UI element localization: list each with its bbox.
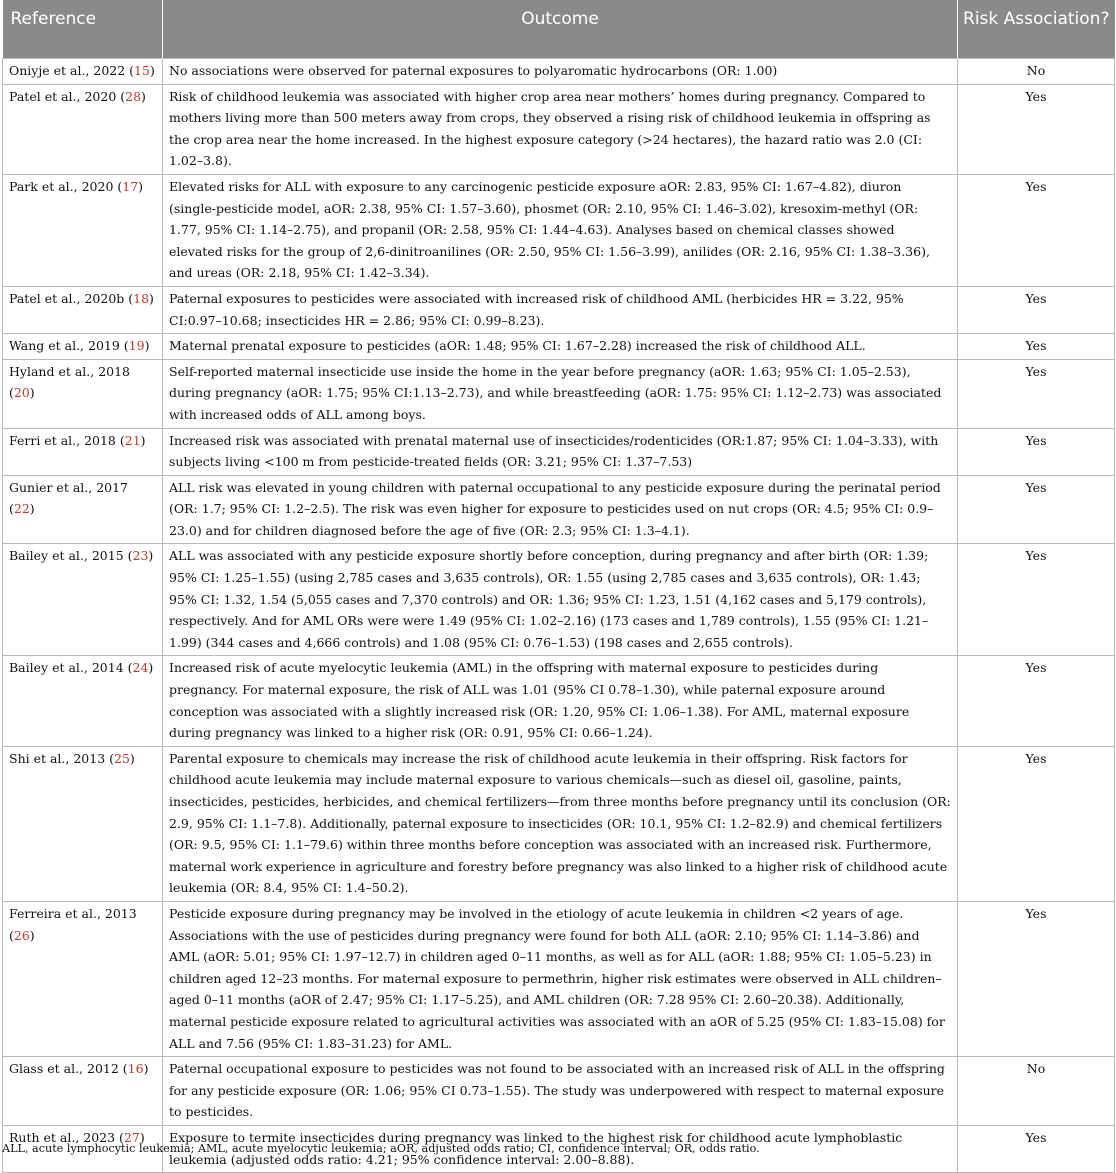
citation-link[interactable]: 17 (122, 178, 139, 194)
reference-cell (3, 746, 163, 901)
table-row (3, 334, 1115, 360)
citation-link[interactable]: 21 (124, 432, 141, 448)
table-row (3, 174, 1115, 286)
citation-link[interactable]: 15 (134, 63, 150, 78)
reference-close: ) (29, 927, 35, 943)
reference-close: ) (139, 1129, 145, 1145)
table-row (3, 656, 1115, 746)
outcome-cell: Paternal exposures to pesticides were associated with increased risk of childhood AML (herbicides HR = 3.22, 95% CI:0.97–10.68; insecticides HR = 2.86; 95% CI: 0.99–8.23). (163, 286, 958, 333)
outcome-cell: Pesticide exposure during pregnancy may be involved in the etiology of acute leukemia in children <2 years of age. Associations with the use of pesticides during pregnancy were found for both ALL (aOR: 2.10; 95% CI: 1.14–3.86) and AML (aOR: 5.01; 95% CI: 1.97–12.7) in children aged 0–11 months, as well as for ALL (aOR: 1.88; 95% CI: 1.05–5.23) in children aged 12–23 months. For maternal exposure to permethrin, higher risk estimates were observed in ALL children–aged 0–11 months (aOR of 2.47; 95% CI: 1.17–5.25), and AML children (OR: 7.28 95% CI: 2.60–20.38). Additionally, maternal pesticide exposure related to agricultural activities was associated with an aOR of 5.25 (95% CI: 1.83–15.08) for ALL and 7.56 (95% CI: 1.83–31.23) for AML. (163, 901, 958, 1056)
reference-close: ) (149, 63, 155, 78)
reference-cell (3, 286, 163, 333)
table-footnote: ALL, acute lymphocytic leukemia; AML, acute myelocytic leukemia; aOR, adjusted odds ratio; CI, confidence interval; OR, odds ratio. (2, 1142, 760, 1155)
reference-close: ) (143, 1061, 149, 1077)
reference-text: Patel et al., 2020b ( (9, 290, 134, 306)
header-row (3, 0, 1115, 59)
reference-text: Shi et al., 2013 ( (9, 750, 115, 766)
citation-link[interactable]: 24 (132, 660, 149, 676)
reference-close: ) (141, 88, 146, 104)
reference-close: ) (129, 750, 135, 766)
reference-cell (3, 84, 163, 174)
outcome-cell: Maternal prenatal exposure to pesticides (aOR: 1.48; 95% CI: 1.67–2.28) increased the risk of childhood ALL. (163, 334, 958, 360)
reference-cell (3, 428, 163, 475)
citation-link[interactable]: 19 (128, 338, 145, 354)
table-row (3, 544, 1115, 656)
reference-text: Ferreira et al., 2013 ( (9, 905, 137, 943)
reference-close: ) (148, 548, 154, 564)
reference-text: Wang et al., 2019 ( (9, 338, 129, 354)
reference-close: ) (144, 338, 150, 354)
reference-cell (3, 59, 163, 85)
outcome-cell: Paternal occupational exposure to pesticides was not found to be associated with an increased risk of ALL in the offspring for any pesticide exposure (OR: 1.06; 95% CI 0.73–1.55). The study was underpowered with respect to maternal exposure to pesticides. (163, 1057, 958, 1126)
reference-cell (3, 544, 163, 656)
reference-text: Ruth et al., 2023 ( (9, 1129, 124, 1145)
citation-link[interactable]: 18 (133, 290, 150, 306)
risk-cell: Yes (958, 656, 1115, 746)
table-row (3, 84, 1115, 174)
risk-cell: Yes (958, 544, 1115, 656)
reference-text: Hyland et al., 2018 ( (9, 363, 131, 401)
table-row (3, 428, 1115, 475)
results-table (2, 0, 1115, 1173)
reference-close: ) (29, 501, 35, 517)
citation-link[interactable]: 16 (127, 1061, 144, 1077)
header-risk-association: Risk Association? (958, 0, 1115, 59)
risk-cell: Yes (958, 901, 1115, 1056)
reference-cell (3, 901, 163, 1056)
table-row (3, 286, 1115, 333)
reference-text: Bailey et al., 2014 ( (9, 660, 133, 676)
risk-cell: Yes (958, 746, 1115, 901)
reference-text: Bailey et al., 2015 ( (9, 548, 133, 564)
citation-link[interactable]: 27 (123, 1129, 140, 1145)
risk-cell: Yes (958, 1125, 1115, 1172)
citation-link[interactable]: 26 (13, 927, 30, 943)
reference-cell (3, 1057, 163, 1126)
outcome-cell: No associations were observed for paternal exposures to polyaromatic hydrocarbons (OR: 1.00) (163, 59, 958, 85)
citation-link[interactable]: 20 (13, 385, 30, 401)
outcome-cell: Risk of childhood leukemia was associated with higher crop area near mothers’ homes during pregnancy. Compared to mothers living more than 500 meters away from crops, they observed a rising risk of childhood leukemia in offspring as the crop area near the home increased. In the highest exposure category (>24 hectares), the hazard ratio was 2.0 (CI: 1.02–3.8). (163, 84, 958, 174)
outcome-cell: Exposure to termite insecticides during pregnancy was linked to the highest risk for childhood acute lymphoblastic leukemia (adjusted odds ratio: 4.21; 95% confidence interval: 2.00–8.88). (163, 1125, 958, 1172)
risk-cell: Yes (958, 359, 1115, 428)
table-row (3, 901, 1115, 1056)
citation-link[interactable]: 28 (125, 88, 142, 104)
table-row (3, 359, 1115, 428)
citation-link[interactable]: 22 (13, 501, 30, 517)
risk-cell: No (958, 1057, 1115, 1126)
reference-cell (3, 334, 163, 360)
risk-cell: Yes (958, 174, 1115, 286)
reference-text: Park et al., 2020 ( (9, 178, 123, 194)
table-row (3, 475, 1115, 544)
risk-cell: Yes (958, 286, 1115, 333)
risk-cell: Yes (958, 84, 1115, 174)
outcome-cell: Elevated risks for ALL with exposure to any carcinogenic pesticide exposure aOR: 2.83, 95% CI: 1.67–4.82), diuron (single-pesticide model, aOR: 2.38, 95% CI: 1.57–3.60), phosmet (OR: 2.10, 95% CI: 1.46–3.02), kresoxim-methyl (OR: 1.77, 95% CI: 1.14–2.75), and propanil (OR: 2.58, 95% CI: 1.44–4.63). Analyses based on chemical classes showed elevated risks for the group of 2,6-dinitroanilines (OR: 2.50, 95% CI: 1.56–3.99), anilides (OR: 2.16, 95% CI: 1.38–3.36), and ureas (OR: 2.18, 95% CI: 1.42–3.34). (163, 174, 958, 286)
outcome-cell: Parental exposure to chemicals may increase the risk of childhood acute leukemia in their offspring. Risk factors for childhood acute leukemia may include maternal exposure to various chemicals—such as diesel oil, gasoline, paints, insecticides, pesticides, herbicides, and chemical fertilizers—from three months before pregnancy until its conclusion (OR: 2.9, 95% CI: 1.1–7.8). Additionally, paternal exposure to insecticides (OR: 10.1, 95% CI: 1.2–82.9) and chemical fertilizers (OR: 9.5, 95% CI: 1.1–79.6) within three months before conception was associated with an increased risk. Furthermore, maternal work experience in agriculture and forestry before pregnancy was also linked to a higher risk of childhood acute leukemia (OR: 8.4, 95% CI: 1.4–50.2). (163, 746, 958, 901)
header-reference: Reference (3, 0, 163, 59)
reference-close: ) (138, 178, 144, 194)
reference-cell (3, 174, 163, 286)
reference-cell (3, 475, 163, 544)
reference-text: Gunier et al., 2017 ( (9, 479, 129, 517)
reference-cell (3, 359, 163, 428)
reference-text: Glass et al., 2012 ( (9, 1061, 128, 1077)
table-row (3, 746, 1115, 901)
table-row (3, 1057, 1115, 1126)
reference-cell (3, 656, 163, 746)
citation-link[interactable]: 25 (114, 750, 130, 766)
outcome-cell: ALL was associated with any pesticide exposure shortly before conception, during pregnancy and after birth (OR: 1.39; 95% CI: 1.25–1.55) (using 2,785 cases and 3,635 controls), OR: 1.55 (using 2,785 cases and 3,635 controls), OR: 1.43; 95% CI: 1.32, 1.54 (5,055 cases and 7,370 controls) and OR: 1.36; 95% CI: 1.23, 1.51 (4,162 cases and 5,179 controls), respectively. And for AML ORs were were 1.49 (95% CI: 1.02–2.16) (173 cases and 1,789 controls), 1.55 (95% CI: 1.21–1.99) (344 cases and 4,666 controls) and 1.08 (95% CI: 0.76–1.53) (198 cases and 2,655 controls). (163, 544, 958, 656)
reference-text: Oniyje et al., 2022 ( (9, 63, 135, 78)
outcome-cell: Self-reported maternal insecticide use inside the home in the year before pregnancy (aOR: 1.63; 95% CI: 1.05–2.53), during pregnancy (aOR: 1.75; 95% CI:1.13–2.73), and while breastfeeding (aOR: 1.75: 95% CI: 1.12–2.73) was associated with increased odds of ALL among boys. (163, 359, 958, 428)
reference-close: ) (148, 660, 154, 676)
outcome-cell: ALL risk was elevated in young children with paternal occupational to any pesticide exposure during the perinatal period (OR: 1.7; 95% CI: 1.2–2.5). The risk was even higher for exposure to pesticides used on nut crops (OR: 4.5; 95% CI: 0.9–23.0) and for children diagnosed before the age of five (OR: 2.3; 95% CI: 1.3–4.1). (163, 475, 958, 544)
reference-close: ) (149, 290, 154, 306)
citation-link[interactable]: 23 (132, 548, 149, 564)
outcome-cell: Increased risk was associated with prenatal maternal use of insecticides/rodenticides (OR:1.87; 95% CI: 1.04–3.33), with subjects living <100 m from pesticide-treated fields (OR: 3.21; 95% CI: 1.37–7.53) (163, 428, 958, 475)
outcome-cell: Increased risk of acute myelocytic leukemia (AML) in the offspring with maternal exposure to pesticides during pregnancy. For maternal exposure, the risk of ALL was 1.01 (95% CI 0.78–1.30), while paternal exposure around conception was associated with a slightly increased risk (OR: 1.20, 95% CI: 1.06–1.38). For AML, maternal exposure during pregnancy was linked to a higher risk (OR: 0.91, 95% CI: 0.66–1.24). (163, 656, 958, 746)
risk-cell: Yes (958, 428, 1115, 475)
reference-text: Ferri et al., 2018 ( (9, 432, 125, 448)
reference-close: ) (140, 432, 146, 448)
table-row (3, 59, 1115, 85)
table-body (3, 59, 1115, 1173)
risk-cell: No (958, 59, 1115, 85)
risk-cell: Yes (958, 475, 1115, 544)
header-outcome: Outcome (163, 0, 958, 59)
table-header (3, 0, 1115, 59)
reference-close: ) (29, 385, 35, 401)
reference-text: Patel et al., 2020 ( (9, 88, 126, 104)
risk-cell: Yes (958, 334, 1115, 360)
